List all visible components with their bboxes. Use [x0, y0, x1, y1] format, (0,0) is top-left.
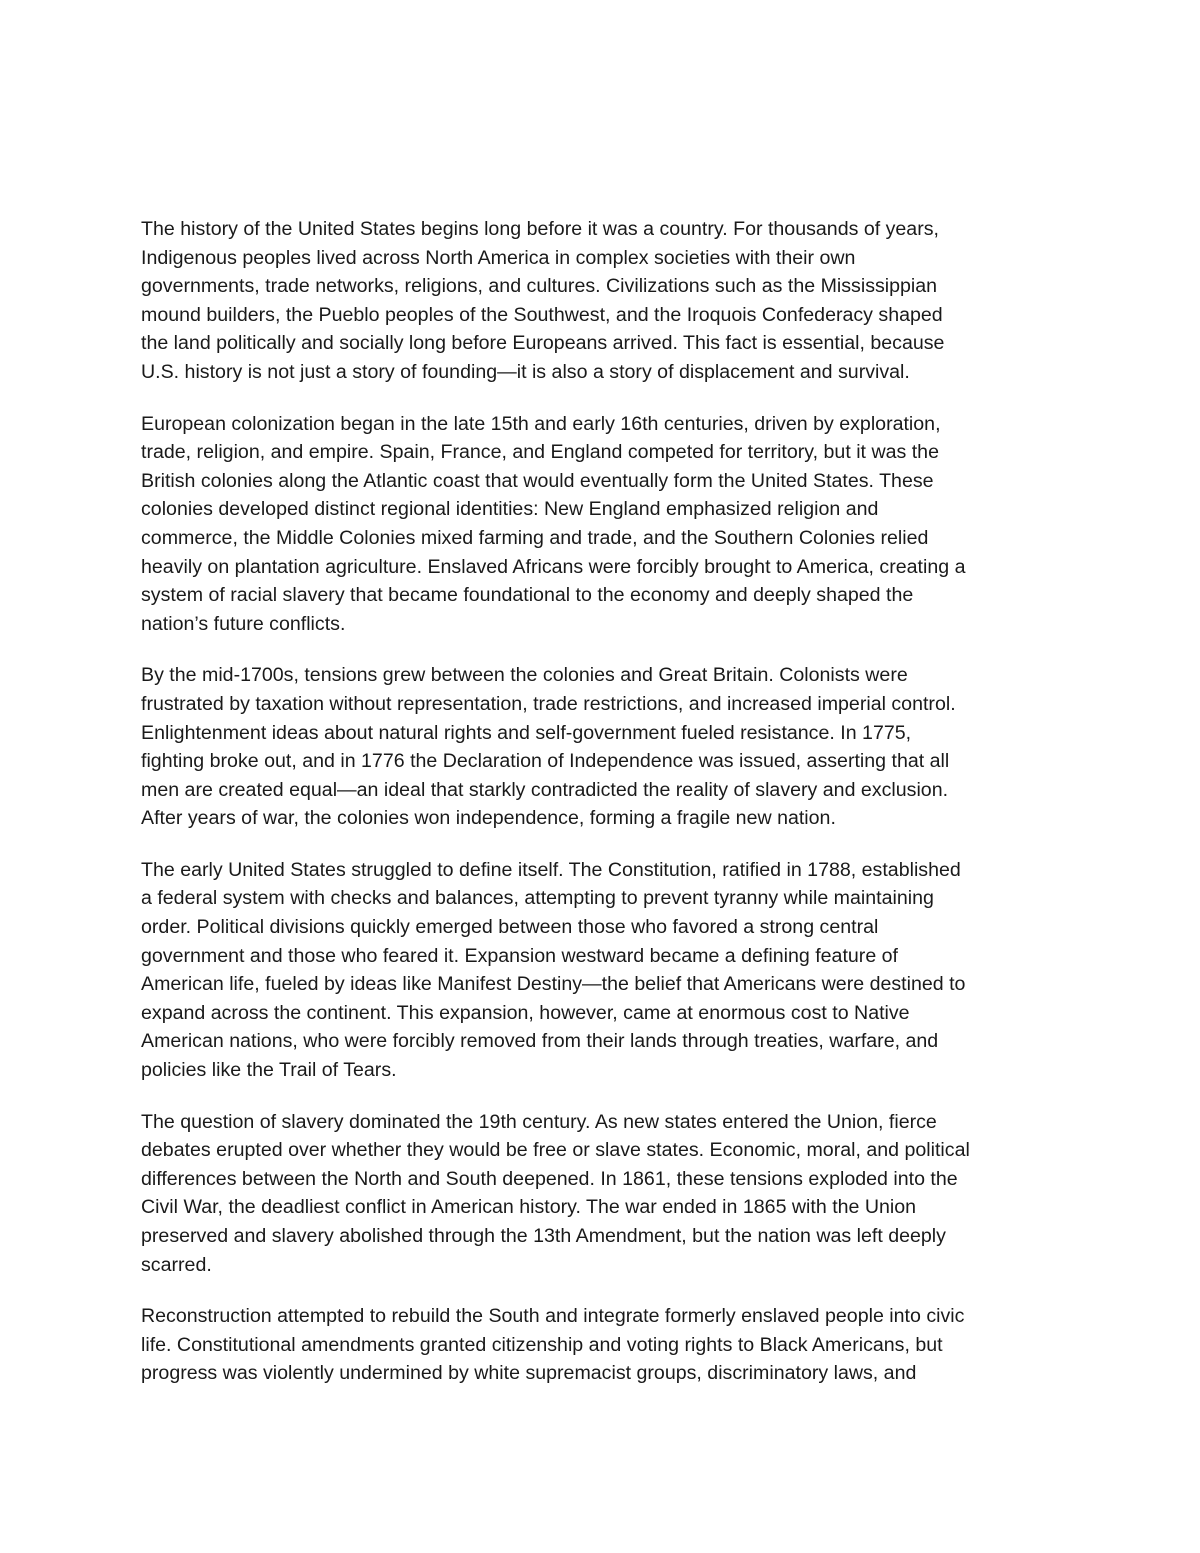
- text-line: mound builders, the Pueblo peoples of the Southwest, and the Iroquois Confederacy shaped: [141, 303, 943, 326]
- paragraph-2: [141, 410, 1066, 639]
- text-line: government and those who feared it. Expansion westward became a defining feature of: [141, 944, 898, 967]
- paragraph-6: [141, 1302, 1066, 1388]
- text-line: fighting broke out, and in 1776 the Declaration of Independence was issued, asserting that all: [141, 750, 950, 773]
- text-line: the land politically and socially long before Europeans arrived. This fact is essential, because: [141, 332, 945, 355]
- text-line: colonies developed distinct regional identities: New England emphasized religion and: [141, 498, 879, 521]
- text-line: scarred.: [141, 1253, 212, 1276]
- text-line: American nations, who were forcibly removed from their lands through treaties, warfare, and: [141, 1030, 939, 1053]
- text-line: U.S. history is not just a story of founding—it is also a story of displacement and survival.: [141, 360, 910, 383]
- text-line: commerce, the Middle Colonies mixed farming and trade, and the Southern Colonies relied: [141, 526, 929, 549]
- text-line: policies like the Trail of Tears.: [141, 1059, 397, 1082]
- text-line: Enlightenment ideas about natural rights and self-government fueled resistance. In 1775,: [141, 721, 912, 744]
- text-line: progress was violently undermined by white supremacist groups, discriminatory laws, and: [141, 1362, 917, 1385]
- text-line: Civil War, the deadliest conflict in American history. The war ended in 1865 with the Union: [141, 1196, 917, 1219]
- text-line: men are created equal—an ideal that starkly contradicted the reality of slavery and exclusion.: [141, 778, 949, 801]
- text-line: a federal system with checks and balances, attempting to prevent tyranny while maintaining: [141, 887, 934, 910]
- paragraph-3: [141, 661, 1066, 833]
- text-line: expand across the continent. This expansion, however, came at enormous cost to Native: [141, 1001, 910, 1024]
- paragraph-1: [141, 215, 1066, 387]
- text-line: nation’s future conflicts.: [141, 612, 346, 635]
- text-line: American life, fueled by ideas like Manifest Destiny—the belief that Americans were destined to: [141, 973, 966, 996]
- text-line: trade, religion, and empire. Spain, France, and England competed for territory, but it was the: [141, 441, 939, 464]
- text-line: European colonization began in the late 15th and early 16th centuries, driven by exploration,: [141, 412, 941, 435]
- text-line: After years of war, the colonies won independence, forming a fragile new nation.: [141, 807, 836, 830]
- text-line: debates erupted over whether they would be free or slave states. Economic, moral, and political: [141, 1139, 970, 1162]
- text-line: By the mid-1700s, tensions grew between the colonies and Great Britain. Colonists were: [141, 664, 908, 687]
- text-line: heavily on plantation agriculture. Enslaved Africans were forcibly brought to America, creating a: [141, 555, 966, 578]
- text-line: frustrated by taxation without representation, trade restrictions, and increased imperial control.: [141, 692, 956, 715]
- text-line: differences between the North and South deepened. In 1861, these tensions exploded into the: [141, 1167, 958, 1190]
- paragraph-4: [141, 856, 1066, 1085]
- text-line: governments, trade networks, religions, and cultures. Civilizations such as the Mississippian: [141, 275, 938, 298]
- text-line: British colonies along the Atlantic coast that would eventually form the United States. These: [141, 469, 934, 492]
- text-line: The history of the United States begins long before it was a country. For thousands of years,: [141, 218, 939, 240]
- text-line: preserved and slavery abolished through the 13th Amendment, but the nation was left deeply: [141, 1225, 946, 1247]
- text-line: Indigenous peoples lived across North America in complex societies with their own: [141, 246, 856, 269]
- text-line: system of racial slavery that became foundational to the economy and deeply shaped the: [141, 584, 914, 607]
- text-line: order. Political divisions quickly emerged between those who favored a strong central: [141, 916, 879, 939]
- document-body: [141, 215, 1066, 1411]
- paragraph-5: [141, 1108, 1066, 1280]
- text-line: Reconstruction attempted to rebuild the South and integrate formerly enslaved people into civic: [141, 1305, 965, 1328]
- text-line: The question of slavery dominated the 19th century. As new states entered the Union, fierce: [141, 1110, 937, 1133]
- text-line: The early United States struggled to define itself. The Constitution, ratified in 1788, established: [141, 858, 961, 881]
- text-line: life. Constitutional amendments granted citizenship and voting rights to Black Americans, but: [141, 1333, 943, 1356]
